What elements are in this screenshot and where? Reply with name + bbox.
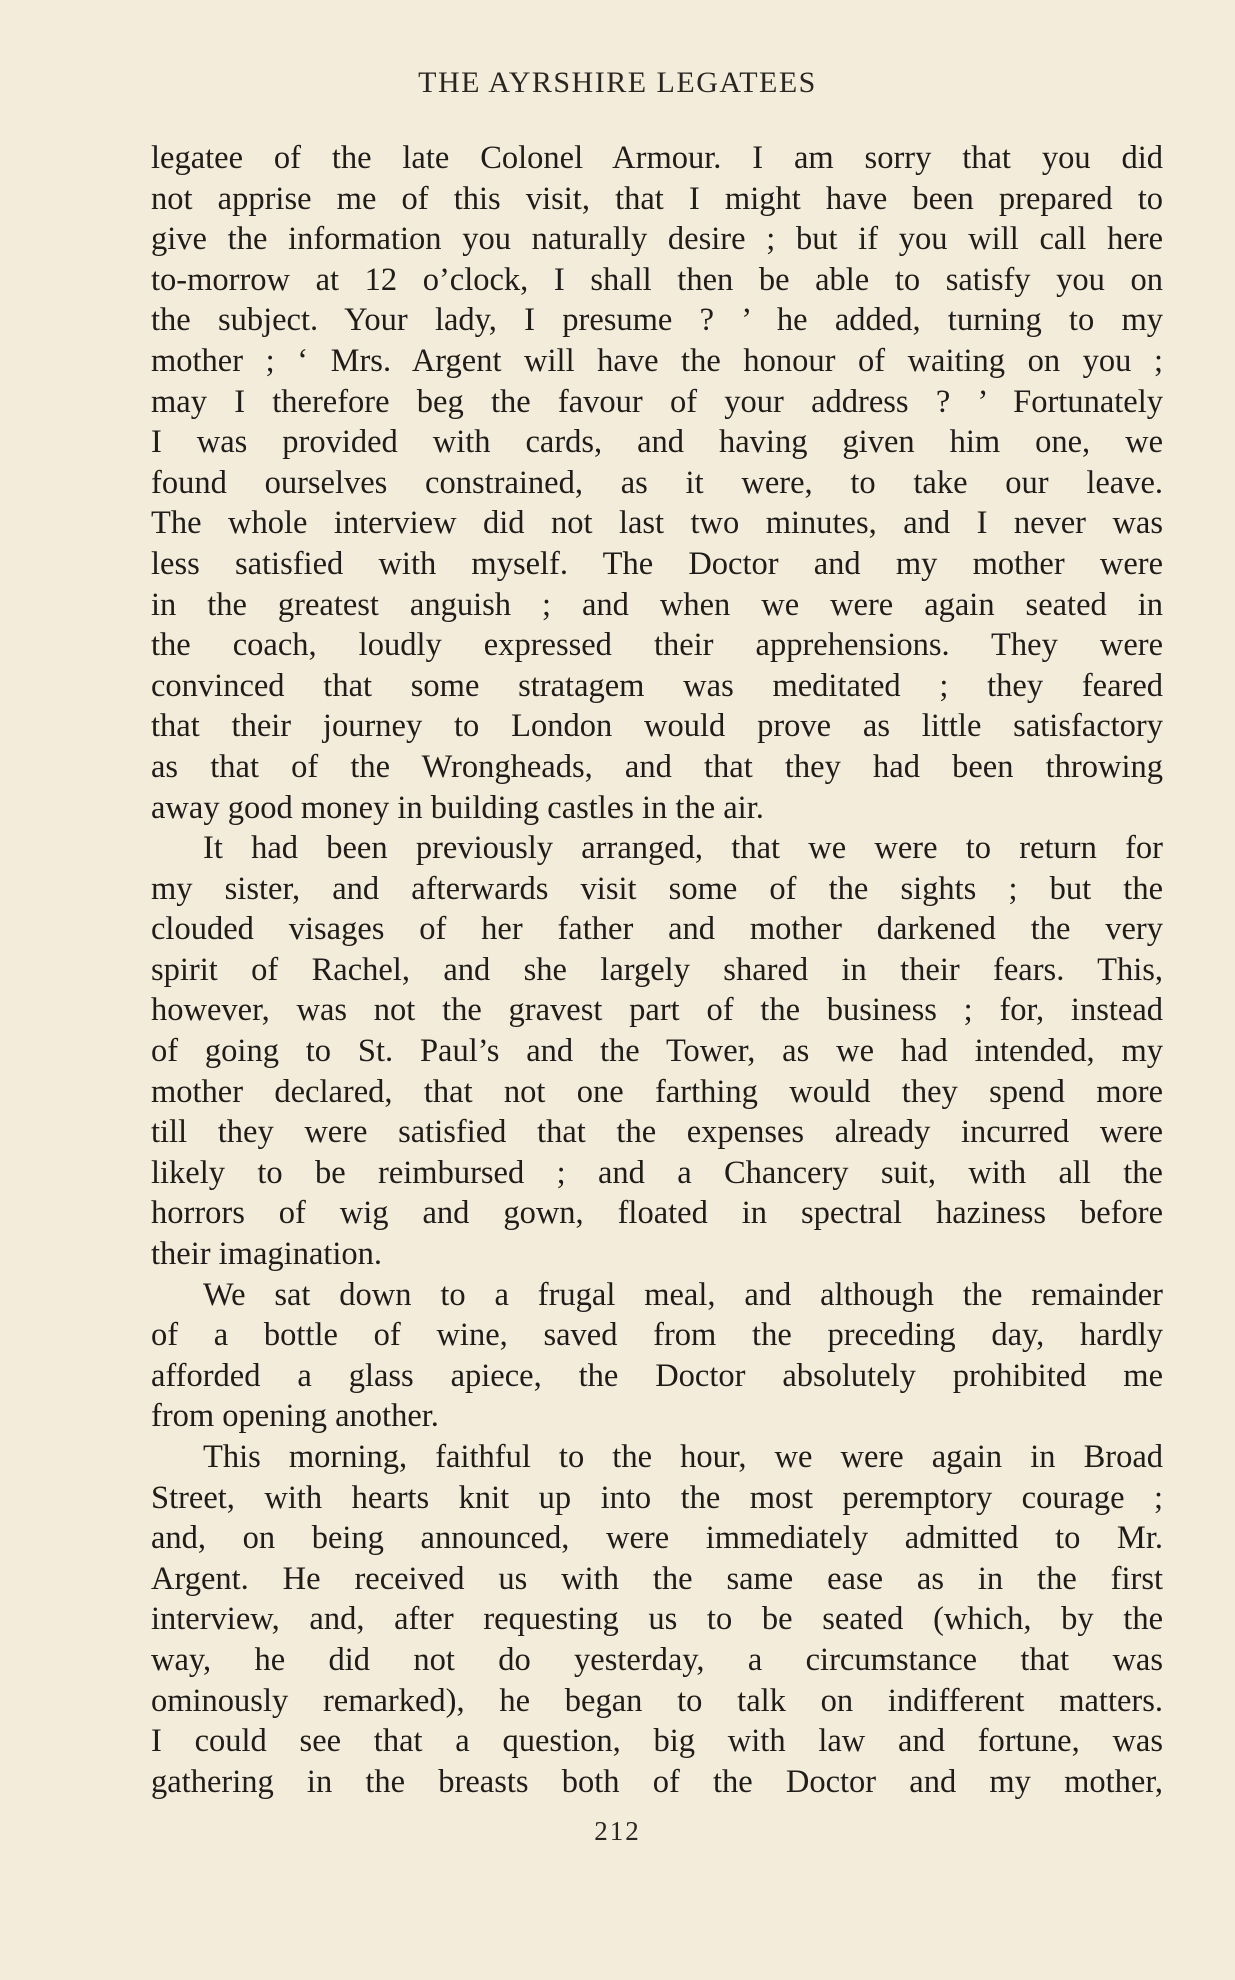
text-line: We sat down to a frugal meal, and although the remainder (203, 1276, 1163, 1313)
text-line: mother declared, that not one farthing would they spend more (151, 1073, 1163, 1110)
text-line: the subject. Your lady, I presume ? ’ he added, turning to my (151, 302, 1163, 339)
text-line: found ourselves constrained, as it were, to take our leave. (151, 464, 1163, 501)
text-line: mother ; ‘ Mrs. Argent will have the honour of waiting on you ; (151, 342, 1163, 379)
text-line: in the greatest anguish ; and when we were again seated in (151, 586, 1163, 623)
page-number: 212 (594, 1816, 641, 1846)
text-line: Street, with hearts knit up into the most peremptory courage ; (151, 1479, 1163, 1516)
text-line: as that of the Wrongheads, and that they had been throwing (151, 748, 1163, 785)
text-line: Argent. He received us with the same ease as in the first (151, 1560, 1163, 1597)
text-line: interview, and, after requesting us to be seated (which, by the (151, 1601, 1163, 1638)
text-line: gathering in the breasts both of the Doctor and my mother, (151, 1763, 1163, 1800)
text-line: This morning, faithful to the hour, we were again in Broad (203, 1439, 1163, 1475)
text-line: afforded a glass apiece, the Doctor absolutely prohibited me (151, 1357, 1163, 1394)
text-line: It had been previously arranged, that we were to return for (203, 830, 1163, 867)
text-line: I could see that a question, big with law and fortune, was (151, 1723, 1163, 1760)
text-line: likely to be reimbursed ; and a Chancery suit, with all the (151, 1154, 1163, 1191)
text-line: horrors of wig and gown, floated in spectral haziness before (151, 1195, 1163, 1232)
text-line: till they were satisfied that the expenses already incurred were (151, 1114, 1163, 1151)
text-line: convinced that some stratagem was meditated ; they feared (151, 667, 1163, 704)
text-line: and, on being announced, were immediately admitted to Mr. (151, 1520, 1163, 1557)
body-text (151, 138, 1163, 1802)
text-line: The whole interview did not last two minutes, and I never was (151, 505, 1163, 542)
text-line: from opening another. (151, 1398, 439, 1435)
text-line: away good money in building castles in the air. (151, 789, 764, 826)
text-line: that their journey to London would prove as little satisfactory (151, 708, 1163, 745)
text-line: legatee of the late Colonel Armour. I am sorry that you did (151, 140, 1163, 176)
text-line: spirit of Rachel, and she largely shared in their fears. This, (151, 951, 1163, 988)
text-line: not apprise me of this visit, that I might have been prepared to (151, 180, 1163, 217)
text-line: I was provided with cards, and having given him one, we (151, 424, 1163, 461)
text-line: of a bottle of wine, saved from the preceding day, hardly (151, 1317, 1163, 1354)
text-line: my sister, and afterwards visit some of the sights ; but the (151, 870, 1163, 907)
text-line: give the information you naturally desire ; but if you will call here (151, 221, 1163, 258)
text-line: the coach, loudly expressed their apprehensions. They were (151, 627, 1163, 664)
text-line: of going to St. Paul’s and the Tower, as we had intended, my (151, 1033, 1163, 1070)
text-line: clouded visages of her father and mother darkened the very (151, 911, 1163, 948)
text-line: however, was not the gravest part of the business ; for, instead (151, 992, 1163, 1029)
text-line: less satisfied with myself. The Doctor and my mother were (151, 545, 1163, 582)
text-line: way, he did not do yesterday, a circumstance that was (151, 1641, 1163, 1678)
text-line: may I therefore beg the favour of your address ? ’ Fortunately (151, 383, 1163, 420)
running-head: THE AYRSHIRE LEGATEES (418, 66, 817, 99)
text-line: to-morrow at 12 o’clock, I shall then be able to satisfy you on (151, 261, 1163, 298)
text-line: their imagination. (151, 1236, 383, 1273)
text-line: ominously remarked), he began to talk on indifferent matters. (151, 1682, 1163, 1719)
